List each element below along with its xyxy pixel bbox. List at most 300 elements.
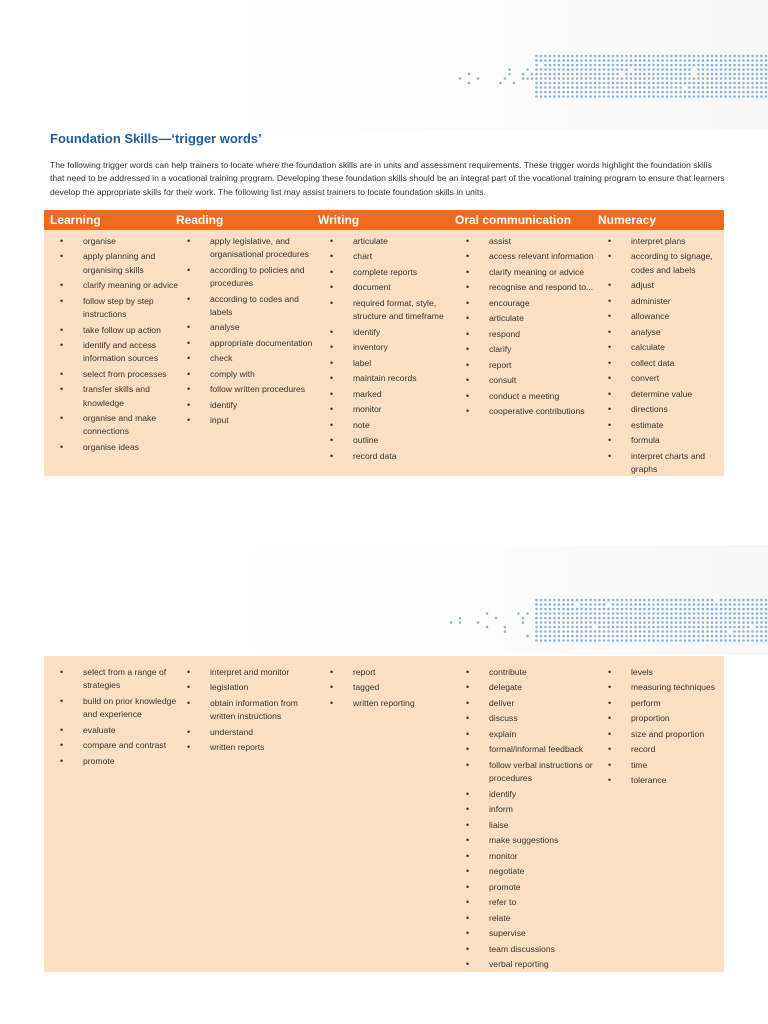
- decorative-dot: [742, 617, 745, 620]
- decorative-dot: [576, 617, 579, 620]
- decorative-dot: [634, 95, 637, 98]
- decorative-dot: [666, 639, 669, 642]
- decorative-dot: [733, 626, 736, 629]
- decorative-dot: [652, 612, 655, 615]
- decorative-dot: [679, 635, 682, 638]
- decorative-dot: [585, 91, 588, 94]
- decorative-dot: [598, 64, 601, 67]
- decorative-dot: [540, 630, 543, 633]
- decorative-dot: [697, 55, 700, 58]
- decorative-dot: [625, 612, 628, 615]
- decorative-dot: [702, 635, 705, 638]
- decorative-dot: [688, 95, 691, 98]
- decorative-dot: [702, 77, 705, 80]
- decorative-dot: [661, 73, 664, 76]
- decorative-dot: [607, 626, 610, 629]
- decorative-dot: [585, 95, 588, 98]
- decorative-dot: [607, 635, 610, 638]
- decorative-dot: [738, 95, 741, 98]
- decorative-dot: [715, 626, 718, 629]
- decorative-dot: [724, 82, 727, 85]
- decorative-dot: [679, 599, 682, 602]
- decorative-dot: [585, 626, 588, 629]
- decorative-dot: [688, 64, 691, 67]
- decorative-dot: [720, 635, 723, 638]
- decorative-dot: [643, 639, 646, 642]
- decorative-dot: [468, 82, 471, 85]
- decorative-dot: [702, 612, 705, 615]
- decorative-dot: [540, 59, 543, 62]
- decorative-dot: [621, 635, 624, 638]
- decorative-dot: [666, 612, 669, 615]
- decorative-dot: [562, 73, 565, 76]
- decorative-dot: [747, 86, 750, 89]
- decorative-dot: [688, 635, 691, 638]
- decorative-dot: [616, 77, 619, 80]
- decorative-dot: [729, 95, 732, 98]
- decorative-dot: [630, 603, 633, 606]
- decorative-dot: [747, 603, 750, 606]
- decorative-dot: [697, 59, 700, 62]
- decorative-dot: [702, 68, 705, 71]
- list-item: • proportion: [608, 712, 724, 725]
- list-item: • required format, style, structure and timeframe: [330, 297, 458, 324]
- decorative-dot: [594, 86, 597, 89]
- decorative-dot: [643, 59, 646, 62]
- decorative-dot: [729, 639, 732, 642]
- decorative-dot: [742, 626, 745, 629]
- decorative-dot: [720, 95, 723, 98]
- decorative-dot: [760, 86, 763, 89]
- list-item: • report: [466, 359, 600, 372]
- decorative-dot: [657, 82, 660, 85]
- learning-list-continued: [60, 666, 180, 770]
- decorative-dot: [756, 612, 759, 615]
- decorative-dot: [657, 86, 660, 89]
- decorative-dot: [616, 626, 619, 629]
- decorative-dot: [747, 77, 750, 80]
- decorative-dot: [715, 621, 718, 624]
- decorative-dot: [589, 64, 592, 67]
- decorative-dot: [697, 73, 700, 76]
- decorative-dot: [657, 59, 660, 62]
- decorative-dot: [720, 73, 723, 76]
- decorative-dot: [576, 59, 579, 62]
- decorative-dot: [657, 635, 660, 638]
- decorative-dot: [742, 612, 745, 615]
- decorative-dot: [652, 91, 655, 94]
- decorative-dot: [729, 612, 732, 615]
- decorative-dot: [639, 612, 642, 615]
- list-item: • apply planning and organising skills: [60, 250, 180, 277]
- decorative-dot: [540, 86, 543, 89]
- decorative-dot: [706, 68, 709, 71]
- decorative-dot: [634, 626, 637, 629]
- decorative-dot: [558, 626, 561, 629]
- decorative-dot: [666, 626, 669, 629]
- list-item: • complete reports: [330, 266, 458, 279]
- decorative-dot: [643, 95, 646, 98]
- decorative-dot: [544, 599, 547, 602]
- page-title: Foundation Skills—‘trigger words’: [50, 131, 262, 146]
- decorative-dot: [661, 626, 664, 629]
- decorative-dot: [706, 599, 709, 602]
- decorative-dot: [684, 73, 687, 76]
- decorative-dot: [742, 73, 745, 76]
- decorative-dot: [526, 612, 529, 615]
- decorative-dot: [733, 68, 736, 71]
- decorative-dot: [765, 617, 768, 620]
- decorative-dot: [661, 55, 664, 58]
- list-item: • according to signage, codes and labels: [608, 250, 724, 277]
- decorative-dot: [585, 612, 588, 615]
- list-item: • comply with: [187, 368, 317, 381]
- decorative-dot: [652, 55, 655, 58]
- decorative-dot: [706, 91, 709, 94]
- decorative-dot: [603, 86, 606, 89]
- list-item: • monitor: [330, 403, 458, 416]
- decorative-dot: [697, 95, 700, 98]
- decorative-dot: [751, 612, 754, 615]
- decorative-dot: [661, 617, 664, 620]
- decorative-dot: [540, 639, 543, 642]
- decorative-dot: [715, 639, 718, 642]
- decorative-dot: [594, 599, 597, 602]
- decorative-dot: [648, 612, 651, 615]
- decorative-dot: [670, 68, 673, 71]
- decorative-dot: [567, 91, 570, 94]
- decorative-dot: [607, 82, 610, 85]
- trigger-words-table: [44, 210, 724, 476]
- decorative-dot: [625, 599, 628, 602]
- decorative-dot: [747, 95, 750, 98]
- decorative-dot: [702, 639, 705, 642]
- decorative-dot: [571, 95, 574, 98]
- decorative-dot: [675, 617, 678, 620]
- decorative-dot: [688, 608, 691, 611]
- decorative-dot: [643, 635, 646, 638]
- decorative-dot: [598, 55, 601, 58]
- decorative-dot: [756, 621, 759, 624]
- decorative-dot: [679, 77, 682, 80]
- decorative-dot: [589, 626, 592, 629]
- decorative-dot: [603, 639, 606, 642]
- decorative-dot: [679, 59, 682, 62]
- decorative-dot: [562, 86, 565, 89]
- decorative-dot: [535, 599, 538, 602]
- decorative-dot: [657, 68, 660, 71]
- decorative-dot: [585, 68, 588, 71]
- list-item: • inventory: [330, 341, 458, 354]
- list-item: • follow verbal instructions or procedures: [466, 759, 600, 786]
- decorative-dot: [621, 612, 624, 615]
- list-item: • check: [187, 352, 317, 365]
- decorative-dot: [756, 608, 759, 611]
- decorative-dot: [751, 635, 754, 638]
- decorative-dot: [625, 639, 628, 642]
- writing-list: [330, 235, 458, 465]
- decorative-dot: [630, 626, 633, 629]
- header-writing: Writing: [318, 213, 360, 227]
- decorative-dot: [580, 91, 583, 94]
- decorative-dot: [679, 95, 682, 98]
- decorative-dot: [580, 77, 583, 80]
- decorative-dot: [711, 73, 714, 76]
- decorative-dot: [693, 617, 696, 620]
- decorative-dot: [742, 603, 745, 606]
- decorative-dot: [540, 603, 543, 606]
- decorative-dot: [648, 68, 651, 71]
- decorative-dot: [697, 621, 700, 624]
- decorative-dot: [751, 82, 754, 85]
- decorative-dot: [540, 635, 543, 638]
- decorative-dot: [765, 639, 768, 642]
- decorative-dot: [733, 617, 736, 620]
- decorative-dot: [603, 64, 606, 67]
- decorative-dot: [661, 95, 664, 98]
- decorative-dot: [684, 608, 687, 611]
- decorative-dot: [589, 77, 592, 80]
- decorative-dot: [747, 59, 750, 62]
- decorative-dot: [549, 82, 552, 85]
- list-item: • formal/informal feedback: [466, 743, 600, 756]
- decorative-dot: [661, 635, 664, 638]
- decorative-dot: [648, 599, 651, 602]
- decorative-dot: [598, 91, 601, 94]
- list-item: • articulate: [466, 312, 600, 325]
- decorative-dot: [612, 617, 615, 620]
- decorative-dot: [625, 86, 628, 89]
- decorative-dot: [562, 82, 565, 85]
- decorative-dot: [567, 630, 570, 633]
- decorative-dot: [661, 603, 664, 606]
- list-item: • maintain records: [330, 372, 458, 385]
- decorative-dot: [508, 68, 511, 71]
- decorative-dot: [630, 95, 633, 98]
- decorative-dot: [648, 608, 651, 611]
- decorative-dot: [756, 91, 759, 94]
- decorative-dot: [747, 635, 750, 638]
- decorative-dot: [553, 635, 556, 638]
- decorative-dot: [634, 612, 637, 615]
- decorative-dot: [553, 73, 556, 76]
- decorative-dot: [553, 86, 556, 89]
- decorative-dot: [688, 73, 691, 76]
- decorative-dot: [580, 64, 583, 67]
- header-reading: Reading: [176, 213, 224, 227]
- decorative-dot: [562, 621, 565, 624]
- decorative-dot: [562, 59, 565, 62]
- decorative-dot: [639, 621, 642, 624]
- list-item: • contribute: [466, 666, 600, 679]
- decorative-dot: [531, 73, 534, 76]
- decorative-dot: [589, 86, 592, 89]
- decorative-dot: [760, 603, 763, 606]
- decorative-dot: [585, 621, 588, 624]
- decorative-dot: [724, 91, 727, 94]
- decorative-dot: [706, 64, 709, 67]
- decorative-dot: [733, 608, 736, 611]
- decorative-dot: [652, 626, 655, 629]
- decorative-dot: [679, 626, 682, 629]
- decorative-dot: [594, 639, 597, 642]
- list-item: • document: [330, 281, 458, 294]
- decorative-dot: [616, 82, 619, 85]
- list-item: • understand: [187, 726, 317, 739]
- decorative-dot: [625, 621, 628, 624]
- decorative-dot: [666, 73, 669, 76]
- decorative-dot: [661, 608, 664, 611]
- decorative-dot: [634, 59, 637, 62]
- decorative-dot: [733, 599, 736, 602]
- decorative-dot: [684, 68, 687, 71]
- decorative-dot: [571, 599, 574, 602]
- decorative-dot: [738, 77, 741, 80]
- decorative-dot: [729, 59, 732, 62]
- list-item: • convert: [608, 372, 724, 385]
- decorative-dot: [765, 64, 768, 67]
- decorative-dot: [711, 95, 714, 98]
- decorative-dot: [688, 617, 691, 620]
- decorative-dot: [742, 77, 745, 80]
- decorative-dot: [756, 77, 759, 80]
- list-item: • encourage: [466, 297, 600, 310]
- decorative-dot: [738, 55, 741, 58]
- intro-paragraph: The following trigger words can help trainers to locate where the foundation skills are in units and assessment requirements. These trigger words highlight the foundation skills that need to be addressed in a vocational training program. Developing these foundation skills should be an integral part of the vocational training program to ensure that learners develop the appropriate skills for their work. The following list may assist trainers to locate foundation skills in units.: [50, 160, 725, 197]
- decorative-dot: [652, 608, 655, 611]
- decorative-dot: [567, 59, 570, 62]
- decorative-dot: [621, 639, 624, 642]
- decorative-dot: [693, 612, 696, 615]
- decorative-dot: [558, 82, 561, 85]
- decorative-dot: [675, 608, 678, 611]
- decorative-dot: [679, 621, 682, 624]
- decorative-dot: [697, 626, 700, 629]
- decorative-dot: [621, 599, 624, 602]
- decorative-dot: [675, 626, 678, 629]
- decorative-dot: [742, 630, 745, 633]
- decorative-dot: [549, 91, 552, 94]
- decorative-dot: [724, 77, 727, 80]
- decorative-dot: [625, 82, 628, 85]
- decorative-dot: [634, 608, 637, 611]
- decorative-dot: [612, 603, 615, 606]
- decorative-dot: [544, 55, 547, 58]
- oral-communication-list-continued: [466, 666, 600, 974]
- decorative-dot: [657, 626, 660, 629]
- decorative-dot: [684, 55, 687, 58]
- decorative-dot: [652, 77, 655, 80]
- decorative-dot: [549, 603, 552, 606]
- dot-pattern-bottom: [0, 596, 768, 656]
- decorative-dot: [634, 73, 637, 76]
- decorative-dot: [589, 639, 592, 642]
- decorative-dot: [598, 68, 601, 71]
- decorative-dot: [607, 639, 610, 642]
- list-item: • identify: [187, 399, 317, 412]
- decorative-dot: [540, 55, 543, 58]
- decorative-dot: [630, 639, 633, 642]
- decorative-dot: [765, 608, 768, 611]
- decorative-dot: [616, 639, 619, 642]
- decorative-dot: [670, 73, 673, 76]
- dot-pattern-top: [0, 52, 768, 112]
- decorative-dot: [661, 86, 664, 89]
- list-item: • cooperative contributions: [466, 405, 600, 418]
- decorative-dot: [603, 603, 606, 606]
- decorative-dot: [616, 64, 619, 67]
- list-item: • organise ideas: [60, 441, 180, 454]
- decorative-dot: [495, 617, 498, 620]
- decorative-dot: [693, 64, 696, 67]
- decorative-dot: [760, 639, 763, 642]
- decorative-dot: [594, 612, 597, 615]
- list-item: • determine value: [608, 388, 724, 401]
- decorative-dot: [724, 59, 727, 62]
- decorative-dot: [616, 635, 619, 638]
- decorative-dot: [724, 55, 727, 58]
- list-item: • perform: [608, 697, 724, 710]
- decorative-dot: [684, 95, 687, 98]
- decorative-dot: [544, 95, 547, 98]
- decorative-dot: [607, 91, 610, 94]
- decorative-dot: [589, 55, 592, 58]
- decorative-dot: [585, 86, 588, 89]
- list-item: • assist: [466, 235, 600, 248]
- decorative-dot: [558, 599, 561, 602]
- decorative-dot: [738, 603, 741, 606]
- list-item: • written reports: [187, 741, 317, 754]
- decorative-dot: [562, 612, 565, 615]
- decorative-dot: [643, 630, 646, 633]
- decorative-dot: [553, 603, 556, 606]
- decorative-dot: [580, 612, 583, 615]
- decorative-dot: [697, 639, 700, 642]
- decorative-dot: [747, 617, 750, 620]
- decorative-dot: [571, 86, 574, 89]
- decorative-dot: [612, 86, 615, 89]
- decorative-dot: [616, 86, 619, 89]
- decorative-dot: [738, 86, 741, 89]
- decorative-dot: [675, 77, 678, 80]
- decorative-dot: [598, 603, 601, 606]
- decorative-dot: [621, 55, 624, 58]
- decorative-dot: [648, 91, 651, 94]
- decorative-dot: [643, 599, 646, 602]
- decorative-dot: [625, 77, 628, 80]
- decorative-dot: [625, 608, 628, 611]
- decorative-dot: [594, 91, 597, 94]
- decorative-dot: [666, 599, 669, 602]
- decorative-dot: [693, 77, 696, 80]
- decorative-dot: [607, 617, 610, 620]
- decorative-dot: [621, 603, 624, 606]
- decorative-dot: [585, 639, 588, 642]
- decorative-dot: [666, 91, 669, 94]
- decorative-dot: [567, 77, 570, 80]
- decorative-dot: [666, 64, 669, 67]
- decorative-dot: [598, 77, 601, 80]
- decorative-dot: [625, 630, 628, 633]
- decorative-dot: [562, 639, 565, 642]
- decorative-dot: [738, 68, 741, 71]
- decorative-dot: [652, 621, 655, 624]
- decorative-dot: [589, 608, 592, 611]
- decorative-dot: [589, 621, 592, 624]
- list-item: • compare and contrast: [60, 739, 180, 752]
- decorative-dot: [706, 55, 709, 58]
- decorative-dot: [684, 621, 687, 624]
